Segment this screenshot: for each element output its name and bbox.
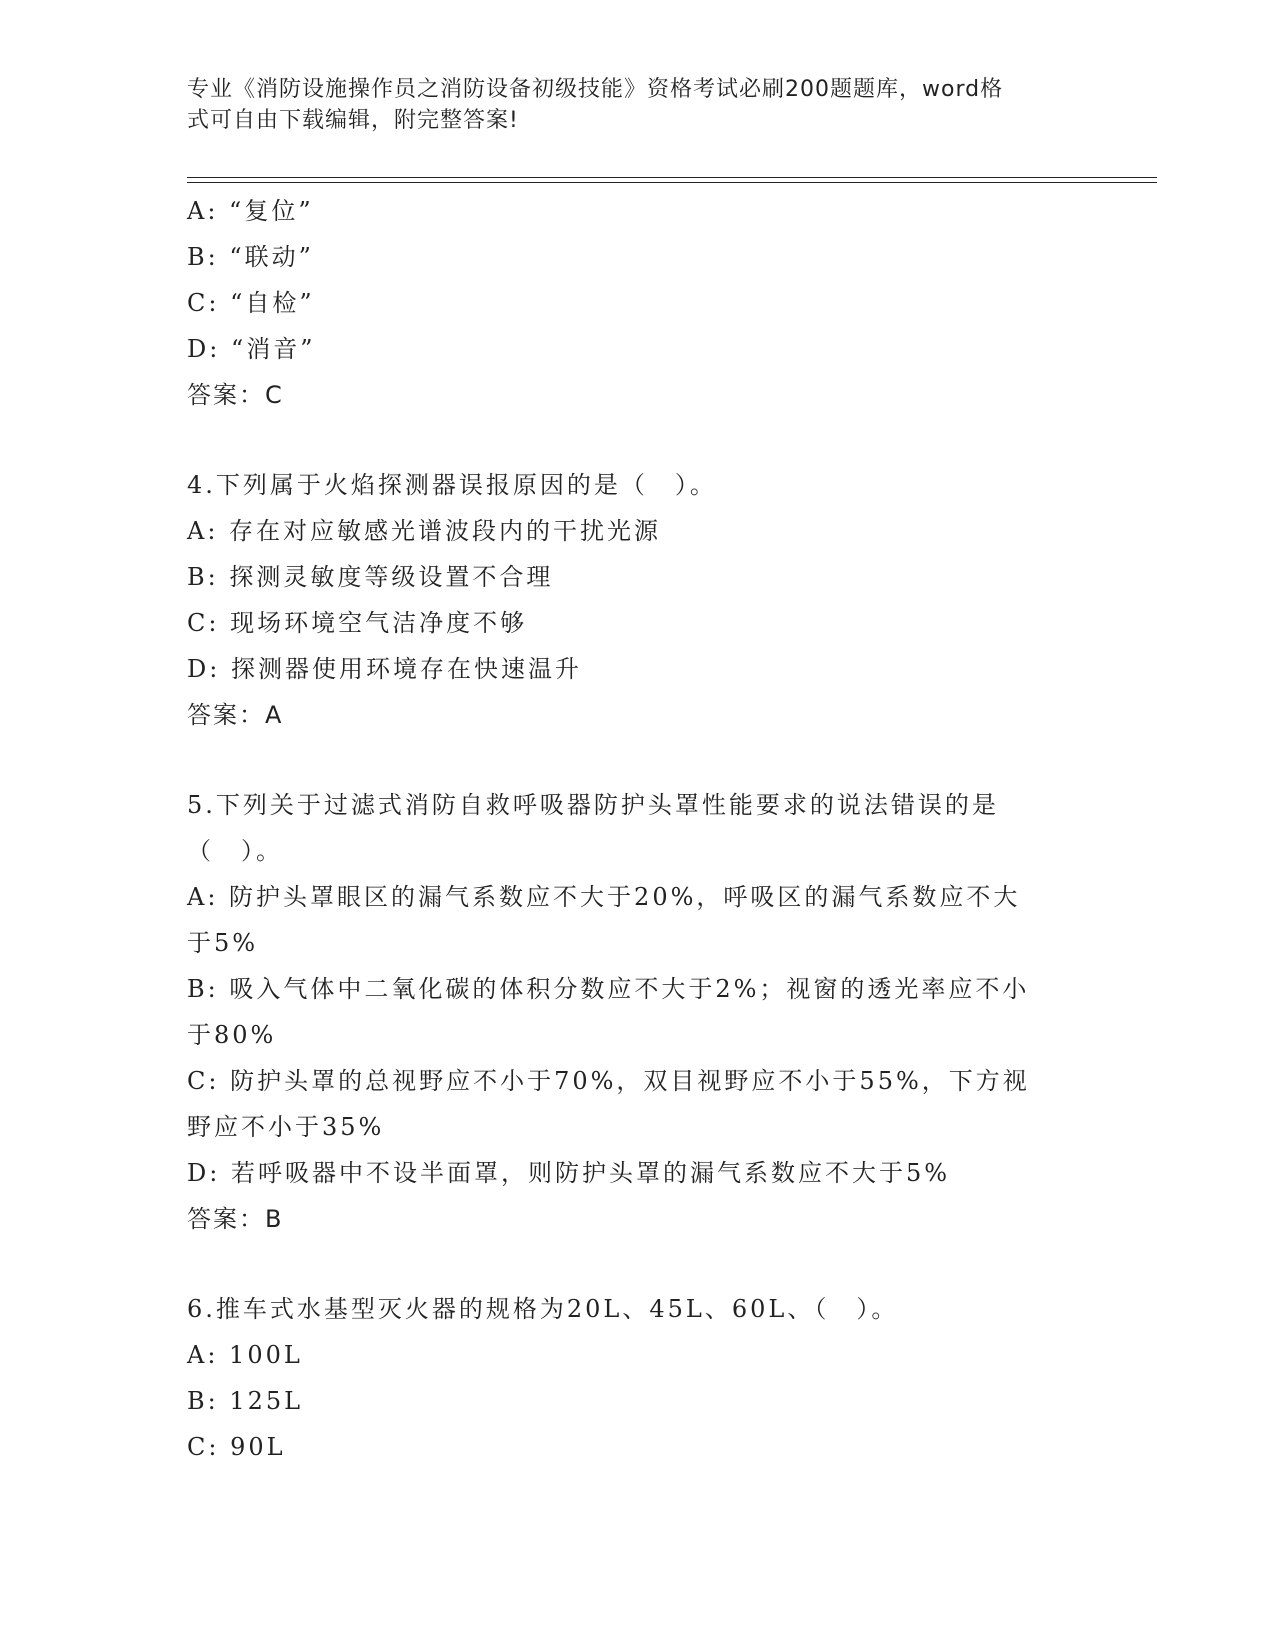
q3-option-b: B: “联动” <box>187 243 314 271</box>
q6-option-a: A: 100L <box>187 1341 303 1369</box>
q5-stem-line2: （ ）。 <box>187 837 283 865</box>
q5-option-a-line2: 于5% <box>187 929 259 957</box>
q6-option-c: C: 90L <box>187 1433 286 1461</box>
document-header <box>187 74 1067 136</box>
question-list <box>187 188 1087 1470</box>
spacer <box>187 418 1087 462</box>
q5-option-d-line1: D: 若呼吸器中不设半面罩，则防护头罩的漏气系数应不大于5% <box>187 1159 951 1187</box>
header-rule-bottom <box>187 182 1157 183</box>
q3-option-c: C: “自检” <box>187 289 315 317</box>
q5-stem-line1: 5.下列关于过滤式消防自救呼吸器防护头罩性能要求的说法错误的是 <box>187 791 999 819</box>
question-3 <box>187 188 1087 418</box>
q4-stem: 4.下列属于火焰探测器误报原因的是（ ）。 <box>187 471 717 499</box>
q6-option-b: B: 125L <box>187 1387 304 1415</box>
q3-option-a: A: “复位” <box>187 197 314 225</box>
q5-option-b-line1: B: 吸入气体中二氧化碳的体积分数应不大于2%；视窗的透光率应不小 <box>187 975 1030 1003</box>
q5-answer: 答案：B <box>187 1205 284 1233</box>
q5-option-c-line2: 野应不小于35% <box>187 1113 385 1141</box>
q4-answer: 答案：A <box>187 701 284 729</box>
header-rule-top <box>187 177 1157 178</box>
q4-option-b: B: 探测灵敏度等级设置不合理 <box>187 563 554 591</box>
question-6 <box>187 1286 1087 1470</box>
q5-option-b-line2: 于80% <box>187 1021 277 1049</box>
question-5 <box>187 782 1087 1242</box>
spacer <box>187 1242 1087 1286</box>
question-4 <box>187 462 1087 738</box>
header-title-line2: 式可自由下载编辑，附完整答案! <box>187 108 519 133</box>
q4-option-a: A: 存在对应敏感光谱波段内的干扰光源 <box>187 517 662 545</box>
q6-stem: 6.推车式水基型灭火器的规格为20L、45L、60L、（ ）。 <box>187 1295 899 1323</box>
q5-option-a-line1: A: 防护头罩眼区的漏气系数应不大于20%，呼吸区的漏气系数应不大 <box>187 883 1021 911</box>
q5-option-c-line1: C: 防护头罩的总视野应不小于70%，双目视野应不小于55%，下方视 <box>187 1067 1030 1095</box>
spacer <box>187 738 1087 782</box>
q3-option-d: D: “消音” <box>187 335 316 363</box>
header-title-line1: 专业《消防设施操作员之消防设备初级技能》资格考试必刷200题题库，word格 <box>187 77 1004 102</box>
q4-option-c: C: 现场环境空气洁净度不够 <box>187 609 528 637</box>
q3-answer: 答案：C <box>187 381 284 409</box>
q4-option-d: D: 探测器使用环境存在快速温升 <box>187 655 582 683</box>
